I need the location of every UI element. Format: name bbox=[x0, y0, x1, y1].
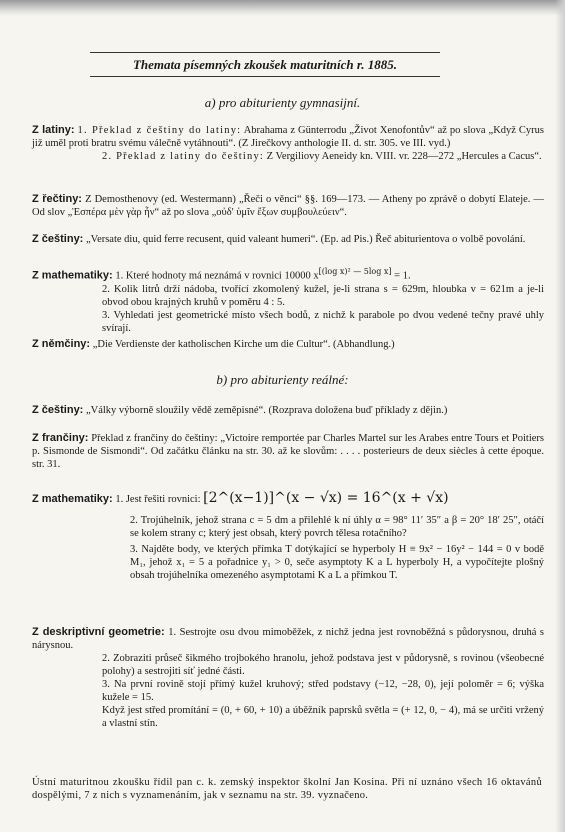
real-czech-block bbox=[32, 404, 544, 417]
gym-latin-2-text: Z Vergiliovy Aeneidy kn. VIII. vr. 228—272 „Hercules a Cacus“. bbox=[266, 151, 542, 162]
gym-czech-label: Z češtiny: bbox=[32, 233, 84, 245]
gym-math-label: Z mathematiky: bbox=[32, 269, 113, 282]
real-french-block bbox=[32, 432, 544, 471]
real-math-label: Z mathematiky: bbox=[32, 493, 113, 505]
gym-latin-1-text: Abrahama z Günterrodu „Život Xenofontův“ až po slova „Když Cyrus již uměl proti bratru svému válečně vytáhnouti“. (Z Jirečkovy anthologie II. d. str. 305. ve III. vyd.) bbox=[32, 125, 545, 149]
real-czech-text: „Války výborně sloužily vědě zeměpisné“. (Rozprava doložena buď příklady z dějin.) bbox=[85, 405, 448, 416]
real-geometry-block bbox=[32, 626, 544, 730]
gym-math-3-text: 3. Vyhledati jest geometrické místo všech bodů, z nichž k parabole po dvou vedené tečny pravé uhly svírají. bbox=[102, 309, 544, 334]
real-geometry-1-text: 1. Sestrojte osu dvou mimoběžek, z nichž jedna jest rovnoběžná s půdorysnou, druhá s nárysnou. bbox=[32, 627, 545, 651]
gym-math-1-text: 1. Které hodnoty má neznámá v rovnici 10000 x bbox=[115, 270, 319, 282]
real-czech-label: Z češtiny: bbox=[32, 404, 84, 416]
gym-czech-text: „Versate diu, quid ferre recusent, quid valeant humeri“. (Ep. ad Pis.) Řeč abiturientova o volbě povolání. bbox=[85, 234, 526, 245]
gym-german-block bbox=[32, 338, 544, 351]
gym-math-1-exponent: [(log x)² — 5log x] bbox=[318, 267, 392, 276]
heading-rule-bottom bbox=[90, 76, 440, 77]
real-geometry-label: Z deskriptivní geometrie: bbox=[32, 626, 165, 638]
section-real-heading: b) pro abiturienty reálné: bbox=[216, 372, 349, 387]
real-geometry-2-text: 2. Zobraziti průseč šikmého trojbokého hranolu, jehož podstava jest v půdorysně, s rovinou (všeobecné polohy) a sestrojiti síť jedné části. bbox=[102, 653, 544, 677]
gym-latin-block bbox=[32, 124, 544, 163]
gym-greek-text: Z Demosthenovy (ed. Westermann) „Řeči o věnci“ §§. 169—173. — Atheny po zprávě o dobytí Elateje. — Od slov „Ἑσπέρα μὲν γὰρ ἦν“ až po slova „οὐδ' ὑμῖν ἔξων συμβουλεύειν“. bbox=[32, 194, 545, 218]
page-title: Themata písemných zkoušek maturitních r. 1885. bbox=[132, 57, 397, 72]
gym-german-text: „Die Verdienste der katholischen Kirche um die Cultur“. (Abhandlung.) bbox=[92, 339, 395, 350]
real-math-1-text: 1. Jest řešiti rovnici: bbox=[115, 494, 201, 505]
real-math-2-text: 2. Trojúhelník, jehož strana c = 5 dm a přilehlé k ní úhly α = 98° 11′ 35″ a β = 20° 18′ 25″, otáčí se kolem strany c; který jest obsah, který povrch tělesa rotačního? bbox=[130, 515, 544, 539]
real-math-block bbox=[32, 492, 544, 582]
gym-latin-2-head: 2. Překlad z latiny do češtiny: bbox=[102, 151, 265, 162]
gym-latin-label: Z latiny: bbox=[32, 124, 75, 136]
real-geometry-4-text: Když jest střed promítání = (0, + 60, + 10) a úběžník paprsků světla = (+ 12, 0, − 4), má se určiti vržený a vlastní stín. bbox=[102, 705, 544, 729]
section-gymnasium-heading: a) pro abiturienty gymnasijní. bbox=[204, 95, 361, 110]
real-math-3-text: 3. Najděte body, ve kterých přímka T dotýkající se hyperboly H ≡ 9x² − 16y² − 144 = 0 v bodě M₁, jehož x₁ = 5 a pořadnice y₁ > 0, seče asymptoty K a L hyperboly H, a vypočítejte plošný obsah trojúhelníka omezeného asymptotami K a L a přímkou T. bbox=[130, 544, 544, 581]
real-french-text: Překlad z frančiny do češtiny: „Victoire remportée par Charles Martel sur les Arabes entre Tours et Poitiers p. Sismonde de Sismondi“. Od začátku článku na str. 30. až ke slovům: . . . . posterieurs de deux siècles à cette époque. str. 31. bbox=[32, 433, 544, 470]
gym-math-1-end: = 1. bbox=[391, 270, 411, 282]
footer-note: Ústní maturitnou zkoušku řídil pan c. k. zemský inspektor školní Jan Kosina. Při ní uznáno všech 16 oktavánů dospělými, 7 z nich s vyznamenáním, jak v seznamu na str. 39. vyznačeno. bbox=[32, 777, 542, 801]
real-geometry-3-text: 3. Na první rovině stojí přímý kužel kruhový; střed podstavy (−12, −28, 0), její poloměr = 6; výška kužele = 15. bbox=[102, 679, 544, 703]
heading-rule-top bbox=[90, 52, 440, 53]
gym-greek-block bbox=[32, 193, 544, 219]
gym-czech-block bbox=[32, 233, 544, 246]
real-french-label: Z frančiny: bbox=[32, 432, 89, 444]
gym-latin-1-head: 1. Překlad z češtiny do latiny: bbox=[77, 125, 242, 136]
gym-german-label: Z němčiny: bbox=[32, 338, 91, 350]
gym-math-2-text: 2. Kolik litrů drží nádoba, tvořící zkomolený kužel, je-li strana s = 629m, hloubka v = 621m a je-li obvod obou krajných kruhů v poměru 4 : 5. bbox=[102, 283, 544, 308]
real-math-1-equation: [2^(x−1)]^(x − √x) = 16^(x + √x) bbox=[203, 490, 449, 506]
gym-math-block bbox=[32, 265, 544, 335]
gym-greek-label: Z řečtiny: bbox=[32, 193, 82, 205]
